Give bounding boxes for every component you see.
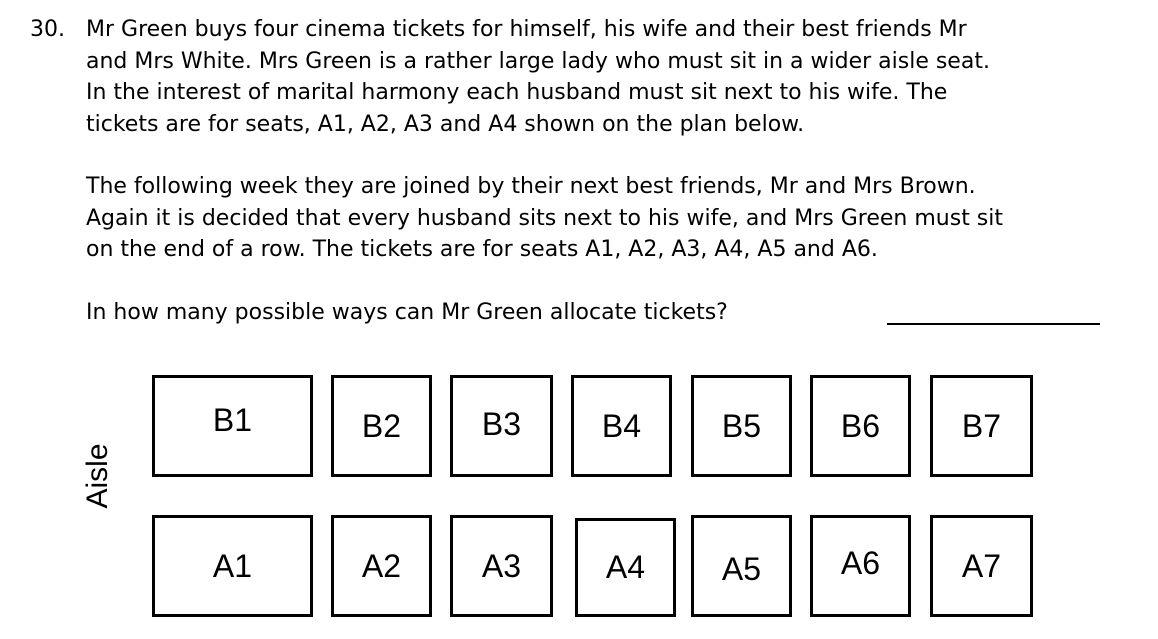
seat-a1 xyxy=(152,515,313,617)
seat-label: A4 xyxy=(605,549,646,585)
seat-b6 xyxy=(810,375,911,477)
seat-label: B4 xyxy=(601,407,642,444)
paragraph-2-line: Again it is decided that every husband sits next to his wife, and Mrs Green must sit xyxy=(86,205,1004,231)
seat-label: A2 xyxy=(361,547,402,584)
seat-label: A5 xyxy=(721,550,762,587)
seat-a3 xyxy=(450,515,553,617)
seat-b2 xyxy=(331,375,432,477)
seat-label: A1 xyxy=(212,547,253,584)
seat-b5 xyxy=(691,375,792,477)
seat-label: A6 xyxy=(840,544,881,581)
seat-label: B1 xyxy=(212,401,253,438)
paragraph-1-line: In the interest of marital harmony each husband must sit next to his wife. The xyxy=(86,80,948,105)
seat-label: B2 xyxy=(361,407,402,444)
seat-label: A3 xyxy=(481,547,522,584)
paragraph-1-line: and Mrs White. Mrs Green is a rather large lady who must sit in a wider aisle seat. xyxy=(86,48,990,74)
seat-a6 xyxy=(810,515,911,617)
seat-label: A7 xyxy=(961,547,1002,584)
paragraph-2-line: on the end of a row. The tickets are for seats A1, A2, A3, A4, A5 and A6. xyxy=(86,237,878,262)
question-paragraph-2 xyxy=(86,171,1126,266)
seat-b7 xyxy=(930,375,1033,477)
question-prompt: In how many possible ways can Mr Green allocate tickets? xyxy=(86,300,728,325)
seat-b4 xyxy=(571,375,672,477)
paragraph-2-line: The following week they are joined by their next best friends, Mr and Mrs Brown. xyxy=(86,174,976,199)
question-number: 30. xyxy=(30,17,65,42)
seat-a7 xyxy=(930,515,1033,617)
question-paragraph-1 xyxy=(86,14,1126,140)
seat-b1 xyxy=(152,375,313,477)
seat-a2 xyxy=(331,515,432,617)
seat-a4 xyxy=(575,518,676,617)
answer-line[interactable] xyxy=(887,323,1100,325)
seat-label: B5 xyxy=(721,407,762,444)
seat-b3 xyxy=(450,375,553,477)
seat-label: B3 xyxy=(481,405,522,442)
seat-a5 xyxy=(691,515,792,617)
paragraph-1-line: tickets are for seats, A1, A2, A3 and A4 shown on the plan below. xyxy=(86,111,805,137)
seat-label: B7 xyxy=(961,407,1002,444)
aisle-label: Aisle xyxy=(81,443,114,509)
seat-label: B6 xyxy=(840,407,881,444)
paragraph-1-line: Mr Green buys four cinema tickets for himself, his wife and their best friends Mr xyxy=(86,17,967,42)
